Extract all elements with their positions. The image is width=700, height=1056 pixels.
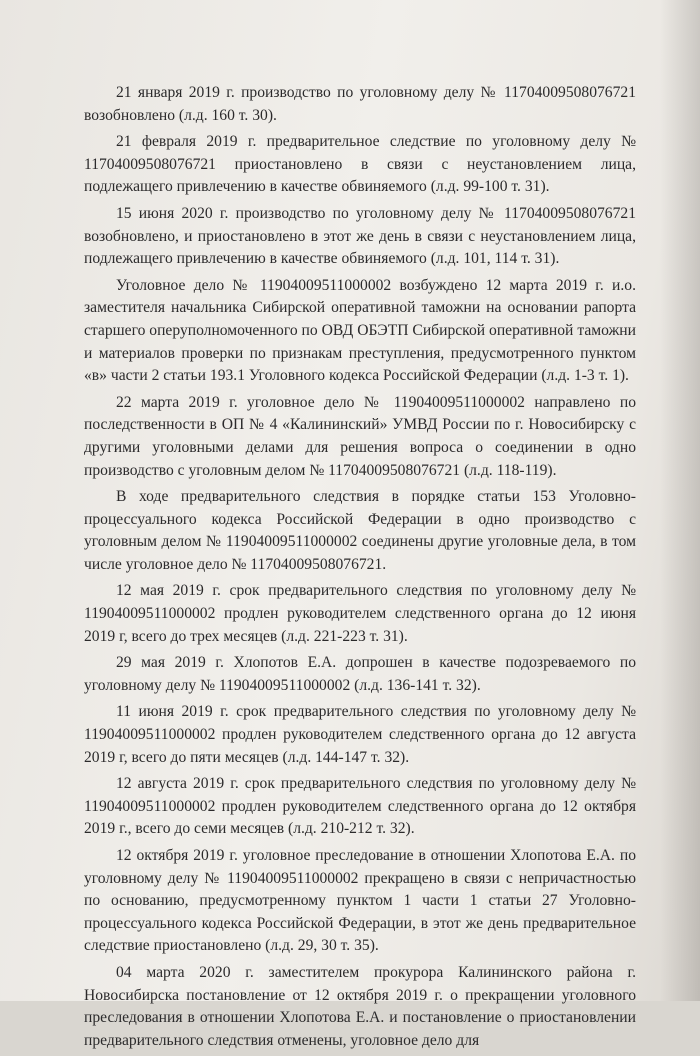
paragraph-7: 12 мая 2019 г. срок предварительного следствия по уголовному делу № 11904009511000002 продлен руководителем следственного органа до 12 июня 2019 г, всего до трех месяцев (л.д. 221-223 т. 31). — [84, 582, 636, 645]
paragraph-2: 21 февраля 2019 г. предварительное следствие по уголовному делу № 11704009508076721 приостановлено в связи с неустановлением лица, подлежащего привлечению в качестве обвиняемого (л.д. 99-100 т. 31). — [84, 133, 636, 196]
paragraph-5: 22 марта 2019 г. уголовное дело № 11904009511000002 направлено по последственности в ОП № 4 «Калининский» УМВД России по г. Новосибирску с другими уголовными делами для решения вопроса о соединении в одно производство с уголовным делом № 11704009508076721 (л.д. 118-119). — [84, 393, 636, 479]
paragraph-8: 29 мая 2019 г. Хлопотов Е.А. допрошен в качестве подозреваемого по уголовному делу № 11904009511000002 (л.д. 136-141 т. 32). — [84, 654, 636, 694]
paragraph-11: 12 октября 2019 г. уголовное преследование в отношении Хлопотова Е.А. по уголовному делу № 11904009511000002 прекращено в связи с непричастностью по основанию, предусмотренному пунктом 1 части 1 статьи 27 Уголовно-процессуального кодекса Российской Федерации, в этот же день предварительное следствие приостановлено (л.д. 29, 30 т. 35). — [84, 847, 636, 955]
document-body — [84, 82, 636, 1056]
paragraph-1: 21 января 2019 г. производство по уголовному делу № 11704009508076721 возобновлено (л.д. 160 т. 30). — [84, 84, 636, 124]
paragraph-4: Уголовное дело № 11904009511000002 возбуждено 12 марта 2019 г. и.о. заместителя начальника Сибирской оперативной таможни на основании рапорта старшего оперуполномоченного по ОВД ОБЭТП Сибирской оперативной таможни и материалов проверки по признакам преступления, предусмотренного пунктом «в» части 2 статьи 193.1 Уголовного кодекса Российской Федерации (л.д. 1-3 т. 1). — [84, 276, 636, 385]
paragraph-3: 15 июня 2020 г. производство по уголовному делу № 11704009508076721 возобновлено, и приостановлено в этот же день в связи с неустановлением лица, подлежащего привлечению в качестве обвиняемого (л.д. 101, 114 т. 31). — [84, 204, 636, 268]
paragraph-12: 04 марта 2020 г. заместителем прокурора Калининского района г. Новосибирска постановление от 12 октября 2019 г. о прекращении уголовного преследования в отношении Хлопотова Е.А. и постановление о приостановлении предварительного следствия отменены, уголовное дело для — [84, 963, 636, 1049]
paragraph-9: 11 июня 2019 г. срок предварительного следствия по уголовному делу № 11904009511000002 продлен руководителем следственного органа до 12 августа 2019 г, всего до пяти месяцев (л.д. 144-147 т. 32). — [84, 703, 636, 766]
paragraph-10: 12 августа 2019 г. срок предварительного следствия по уголовному делу № 11904009511000002 продлен руководителем следственного органа до 12 октября 2019 г., всего до семи месяцев (л.д. 210-212 т. 32). — [84, 775, 636, 838]
paragraph-6: В ходе предварительного следствия в порядке статьи 153 Уголовно-процессуального кодекса Российской Федерации в одно производство с уголовным делом № 11904009511000002 соединены другие уголовные дела, в том числе уголовное дело № 11704009508076721. — [84, 488, 636, 573]
page-edge-shadow — [660, 0, 700, 1001]
